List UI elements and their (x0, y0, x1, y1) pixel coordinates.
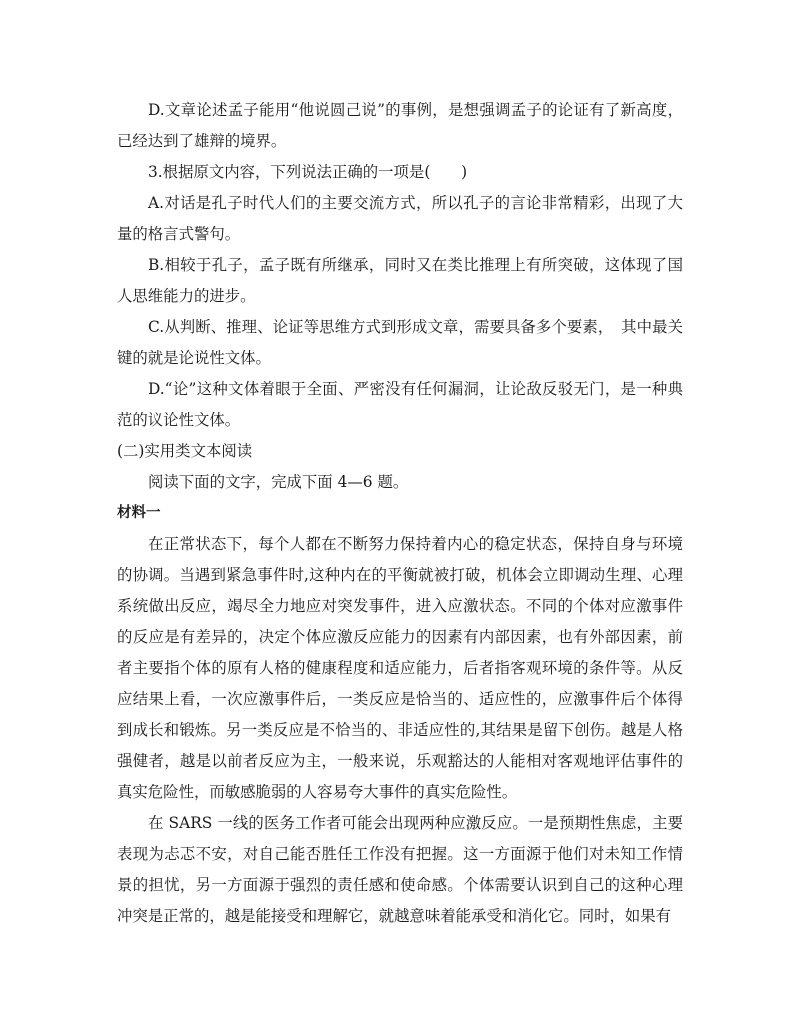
option-2d: D.文章论述孟子能用“他说圆己说”的事例，是想强调孟子的论证有了新高度，已经达到了雄辩的境界。 (117, 101, 683, 150)
document-page (117, 95, 683, 932)
instruction-text: 阅读下面的文字，完成下面 4—6 题。 (148, 473, 409, 491)
question-3: 3.根据原文内容，下列说法正确的一项是( ) (148, 163, 468, 181)
option-3b: B.相较于孔子，孟子既有所继承，同时又在类比推理上有所突破，这体现了国人思维能力的进步。 (117, 256, 683, 305)
body-paragraph-2: 在 SARS 一线的医务工作者可能会出现两种应激反应。一是预期性焦虑，主要表现为忐忑不安，对自己能否胜任工作没有把握。这一方面源于他们对未知工作情景的担忧，另一方面源于强烈的责任感和使命感。个体需要认识到自己的这种心理冲突是正常的，越是能接受和理解它，就越意味着能承受和消化它。同时，如果有 (117, 814, 683, 925)
option-3a: A.对话是孔子时代人们的主要交流方式，所以孔子的言论非常精彩，出现了大量的格言式警句。 (117, 194, 683, 243)
material-label: 材料一 (117, 505, 161, 521)
body-paragraph-1: 在正常状态下，每个人都在不断努力保持着内心的稳定状态，保持自身与环境的协调。当遇到紧急事件时,这种内在的平衡就被打破，机体会立即调动生理、心理系统做出反应，竭尽全力地应对突发事件，进入应激状态。不同的个体对应激事件的反应是有差异的，决定个体应激反应能力的因素有内部因素，也有外部因素，前者主要指个体的原有人格的健康程度和适应能力，后者指客观环境的条件等。从反应结果上看，一次应激事件后，一类反应是恰当的、适应性的，应激事件后个体得到成长和锻炼。另一类反应是不恰当的、非适应性的,其结果是留下创伤。越是人格强健者，越是以前者反应为主，一般来说，乐观豁达的人能相对客观地评估事件的真实危险性，而敏感脆弱的人容易夸大事件的真实危险性。 (117, 535, 683, 801)
section-heading: (二)实用类文本阅读 (117, 442, 253, 460)
option-3d: D.“论”这种文体着眼于全面、严密没有任何漏洞，让论敌反驳无门，是一种典范的议论性文体。 (117, 380, 683, 429)
option-3c: C.从判断、推理、论证等思维方式到形成文章，需要具备多个要素， 其中最关键的就是论说性文体。 (117, 318, 683, 367)
